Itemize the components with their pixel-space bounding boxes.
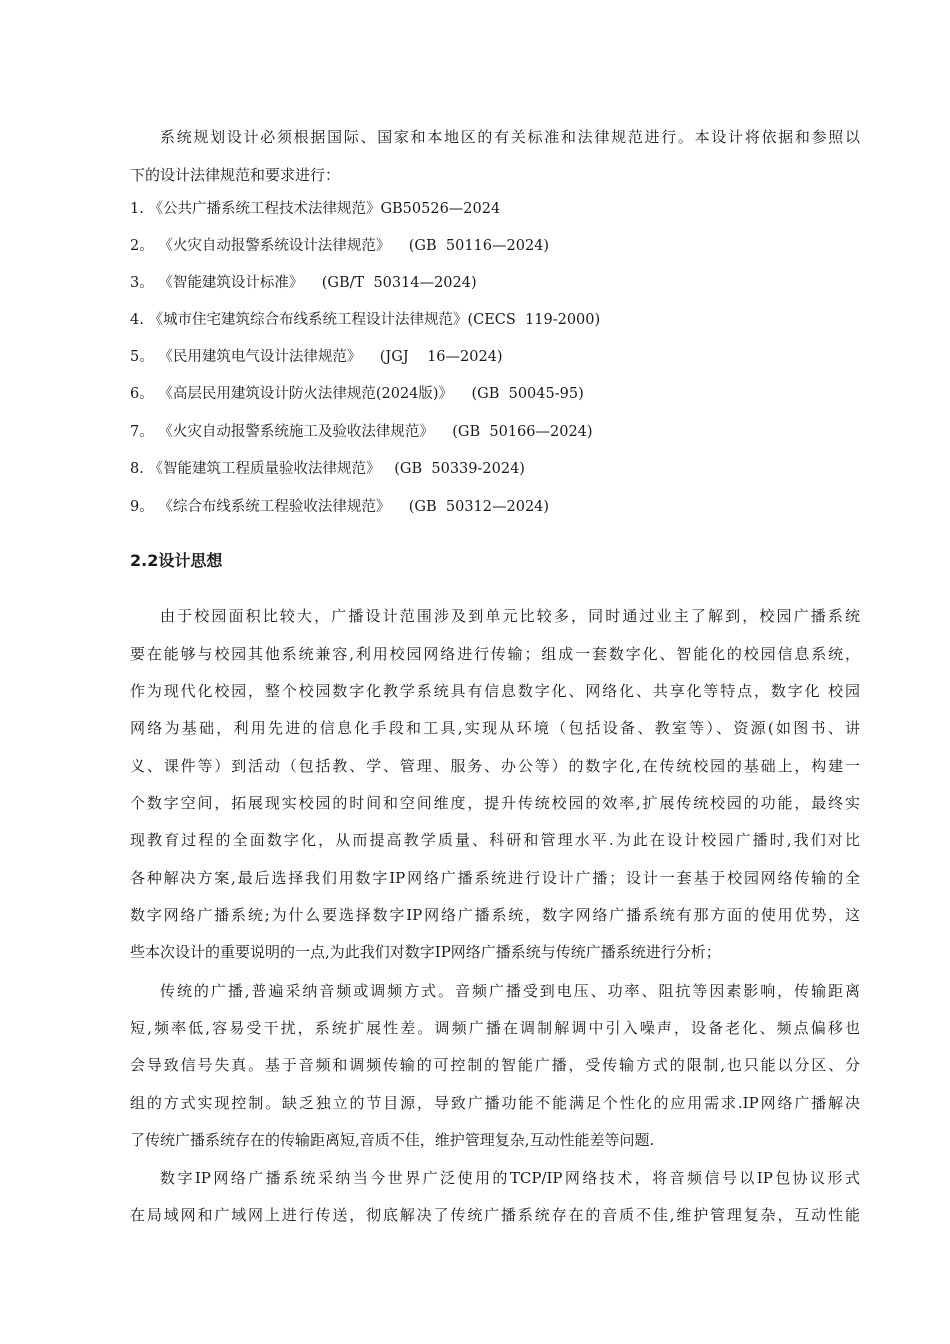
intro-line: 下的设计法律规范和要求进行： bbox=[130, 166, 341, 184]
paragraph-line: 义、课件等）到活动（包括教、学、管理、服务、办公等）的数字化,在传统校园的基础上，构建一 bbox=[130, 757, 860, 775]
standard-item: 1. 《公共广播系统工程技术法律规范》GB50526—2024 bbox=[130, 201, 501, 217]
paragraph-line: 了传统广播系统存在的传输距离短,音质不佳，维护管理复杂,互动性能差等问题. bbox=[130, 1131, 655, 1149]
paragraph-line: 数字IP网络广播系统采纳当今世界广泛使用的TCP/IP网络技术，将音频信号以IP包协议形式 bbox=[160, 1169, 860, 1187]
standard-item: 9。 《综合布线系统工程验收法律规范》 (GB 50312—2024) bbox=[130, 499, 550, 515]
section-heading: 2.2设计思想 bbox=[130, 551, 223, 570]
paragraph-line: 组的方式实现控制。缺乏独立的节目源，导致广播功能不能满足个性化的应用需求.IP网络广播解决 bbox=[130, 1094, 860, 1112]
standard-item: 6。 《高层民用建筑设计防火法律规范(2024版)》 (GB 50045-95) bbox=[130, 386, 584, 402]
paragraph-line: 现教育过程的全面数字化，从而提高教学质量、科研和管理水平.为此在设计校园广播时,我们对比 bbox=[130, 831, 860, 849]
standard-item: 5。 《民用建筑电气设计法律规范》 (JGJ 16—2024) bbox=[130, 349, 503, 365]
paragraph-line: 传统的广播,普遍采纳音频或调频方式。音频广播受到电压、功率、阻抗等因素影响，传输距离 bbox=[160, 982, 860, 1000]
standard-item: 4. 《城市住宅建筑综合布线系统工程设计法律规范》(CECS 119-2000) bbox=[130, 312, 601, 328]
paragraph-line: 数字网络广播系统;为什么要选择数字IP网络广播系统，数字网络广播系统有那方面的使用优势，这 bbox=[130, 906, 860, 924]
paragraph-line: 作为现代化校园，整个校园数字化教学系统具有信息数字化、网络化、共享化等特点，数字化 校园 bbox=[130, 682, 860, 700]
standard-item: 3。 《智能建筑设计标准》 (GB/T 50314—2024) bbox=[130, 275, 477, 291]
paragraph-line: 要在能够与校园其他系统兼容,利用校园网络进行传输；组成一套数字化、智能化的校园信息系统， bbox=[130, 645, 860, 663]
paragraph-line: 在局域网和广域网上进行传送，彻底解决了传统广播系统存在的音质不佳,维护管理复杂，互动性能 bbox=[130, 1206, 860, 1224]
paragraph-line: 些本次设计的重要说明的一点,为此我们对数字IP网络广播系统与传统广播系统进行分析； bbox=[130, 943, 721, 961]
paragraph-line: 由于校园面积比较大，广播设计范围涉及到单元比较多，同时通过业主了解到，校园广播系统 bbox=[160, 607, 860, 625]
paragraph-line: 网络为基础，利用先进的信息化手段和工具,实现从环境（包括设备、教室等）、资源(如图书、讲 bbox=[130, 719, 860, 737]
paragraph-line: 各种解决方案,最后选择我们用数字IP网络广播系统进行设计广播；设计一套基于校园网络传输的全 bbox=[130, 869, 860, 887]
standard-item: 7。 《火灾自动报警系统施工及验收法律规范》 (GB 50166—2024) bbox=[130, 424, 593, 440]
standard-item: 2。 《火灾自动报警系统设计法律规范》 (GB 50116—2024) bbox=[130, 238, 550, 254]
paragraph-line: 短,频率低,容易受干扰，系统扩展性差。调频广播在调制解调中引入噪声，设备老化、频点偏移也 bbox=[130, 1019, 860, 1037]
intro-line: 系统规划设计必须根据国际、国家和本地区的有关标准和法律规范进行。本设计将依据和参照以 bbox=[160, 128, 860, 146]
paragraph-line: 会导致信号失真。基于音频和调频传输的可控制的智能广播，受传输方式的限制,也只能以分区、分 bbox=[130, 1056, 860, 1074]
paragraph-line: 个数字空间，拓展现实校园的时间和空间维度，提升传统校园的效率,扩展传统校园的功能，最终实 bbox=[130, 794, 860, 812]
standard-item: 8. 《智能建筑工程质量验收法律规范》 (GB 50339-2024) bbox=[130, 461, 525, 477]
